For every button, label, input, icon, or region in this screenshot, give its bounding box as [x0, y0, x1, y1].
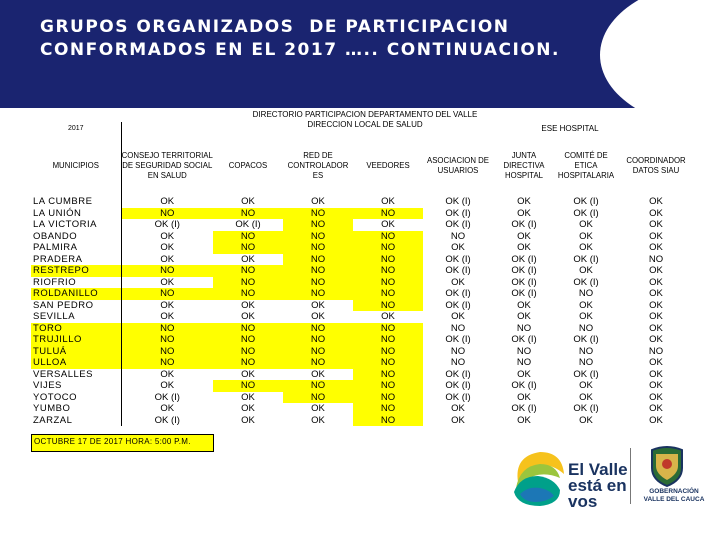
status-cell: NO [353, 334, 423, 346]
column-header: VEEDORES [366, 161, 410, 170]
status-cell: NO [353, 357, 423, 369]
status-cell: NO [353, 254, 423, 266]
status-cell: OK [241, 391, 255, 403]
status-cell: OK [241, 368, 255, 380]
status-cell: NO [353, 403, 423, 415]
municipio-cell: TORO [31, 323, 121, 335]
status-cell: OK [311, 311, 325, 322]
status-cell: OK (I) [511, 334, 537, 345]
status-cell: NO [450, 230, 466, 242]
status-cell: OK [649, 276, 663, 288]
status-cell: OK (I) [445, 288, 471, 299]
status-cell: NO [213, 208, 283, 220]
status-cell: OK [121, 300, 213, 312]
table-row [31, 208, 695, 220]
status-cell: OK [517, 242, 531, 253]
status-cell: OK (I) [573, 334, 599, 345]
table-row [31, 369, 695, 381]
status-cell: OK (I) [445, 196, 471, 207]
status-cell: OK [121, 369, 213, 381]
table-row [31, 288, 695, 300]
status-cell: OK (I) [121, 415, 213, 427]
status-cell: NO [516, 357, 532, 368]
status-cell: OK [517, 299, 531, 311]
status-cell: OK [121, 196, 213, 208]
status-cell: NO [353, 208, 423, 220]
status-cell: OK [649, 403, 663, 414]
year-label: 2017 [67, 125, 84, 132]
status-cell: OK [649, 334, 663, 345]
status-cell: OK [451, 311, 465, 322]
municipio-cell: VERSALLES [33, 368, 93, 380]
status-cell: NO [353, 288, 423, 300]
status-cell: NO [578, 345, 594, 357]
municipio-cell: LA VICTORIA [33, 219, 97, 230]
table-row [31, 392, 695, 404]
municipio-cell: YUMBO [33, 403, 71, 414]
status-cell: OK [517, 391, 531, 403]
status-cell: OK [579, 299, 593, 311]
municipio-cell: ZARZAL [33, 414, 73, 426]
municipio-cell: OBANDO [33, 230, 78, 242]
status-cell: OK (I) [445, 391, 471, 403]
status-cell: OK [311, 414, 325, 426]
status-cell: OK [579, 242, 593, 253]
status-cell: NO [353, 369, 423, 381]
table-row [31, 277, 695, 289]
status-cell: OK [517, 230, 531, 242]
status-cell: OK (I) [511, 403, 537, 414]
footer-timestamp: OCTUBRE 17 DE 2017 HORA: 5:00 P.M. [31, 434, 214, 452]
status-cell: OK [517, 196, 531, 207]
status-cell: NO [121, 288, 213, 300]
table-row [31, 346, 695, 358]
ese-hospital-heading: ESE HOSPITAL [541, 124, 599, 133]
status-cell: NO [283, 242, 353, 254]
column-headers [31, 136, 695, 196]
status-cell: OK [311, 299, 325, 311]
status-cell: OK [241, 253, 255, 265]
status-cell: OK (I) [445, 334, 471, 345]
status-cell: NO [283, 323, 353, 335]
status-cell: OK [451, 414, 465, 426]
status-cell: NO [450, 357, 466, 368]
status-cell: OK (I) [235, 219, 261, 230]
status-cell: NO [213, 231, 283, 243]
municipio-cell: TULUÁ [31, 346, 121, 358]
status-cell: OK [451, 276, 465, 288]
status-cell: OK (I) [573, 253, 599, 265]
status-cell: OK [241, 403, 255, 414]
status-cell: NO [213, 277, 283, 289]
table-row [31, 196, 695, 208]
status-cell: OK [451, 242, 465, 253]
status-cell: OK [579, 414, 593, 426]
status-cell: NO [283, 254, 353, 266]
status-cell: OK [649, 357, 663, 368]
logo-separator [630, 448, 631, 504]
status-cell: NO [353, 242, 423, 254]
column-header: COMITÉ DE ETICA HOSPITALARIA [557, 151, 615, 180]
el-valle-logo-icon [510, 444, 570, 510]
status-cell: NO [213, 334, 283, 346]
municipio-cell: LA UNIÓN [33, 207, 82, 219]
status-cell: NO [450, 345, 466, 357]
status-cell: OK (I) [511, 219, 537, 230]
status-cell: OK [649, 207, 663, 219]
status-cell: NO [353, 265, 423, 277]
status-cell: OK [649, 219, 663, 230]
table-row [31, 380, 695, 392]
status-cell: OK [579, 391, 593, 403]
status-cell: OK [649, 368, 663, 380]
status-cell: OK [241, 311, 255, 322]
status-cell: NO [516, 345, 532, 357]
column-header: JUNTA DIRECTIVA HOSPITAL [503, 151, 545, 180]
status-cell: OK [121, 277, 213, 289]
status-cell: OK [649, 196, 663, 207]
status-cell: OK [579, 219, 593, 230]
municipio-cell: YOTOCO [33, 391, 77, 403]
status-cell: OK [381, 311, 395, 322]
status-cell: OK (I) [445, 265, 471, 276]
table-row [31, 242, 695, 254]
status-cell: NO [283, 288, 353, 300]
municipio-cell: SEVILLA [33, 311, 76, 322]
status-cell: OK [311, 403, 325, 414]
status-cell: OK [649, 242, 663, 253]
status-cell: OK [517, 311, 531, 322]
table-row [31, 311, 695, 323]
table-body [31, 196, 695, 426]
status-cell: OK [649, 288, 663, 299]
status-cell: OK (I) [445, 380, 471, 391]
status-cell: OK [579, 380, 593, 391]
status-cell: NO [283, 357, 353, 369]
status-cell: NO [353, 300, 423, 312]
status-cell: OK (I) [573, 403, 599, 414]
status-cell: NO [450, 322, 466, 334]
municipio-cell: RIOFRIO [33, 276, 77, 288]
status-cell: NO [283, 392, 353, 404]
status-cell: OK [381, 219, 395, 230]
status-cell: OK (I) [573, 368, 599, 380]
status-cell: OK (I) [445, 299, 471, 311]
municipio-cell: ULLOA [31, 357, 121, 369]
status-cell: OK [241, 196, 255, 207]
status-cell: OK [649, 391, 663, 403]
status-cell: OK [241, 414, 255, 426]
status-cell: NO [121, 357, 213, 369]
municipio-cell: VIJES [33, 380, 62, 391]
status-cell: OK [311, 196, 325, 207]
status-cell: NO [213, 346, 283, 358]
table-row [31, 415, 695, 427]
status-cell: OK [649, 414, 663, 426]
status-cell: OK [121, 311, 213, 323]
status-cell: NO [121, 323, 213, 335]
municipio-cell: PALMIRA [33, 242, 78, 253]
table-row [31, 265, 695, 277]
status-cell: OK [121, 380, 213, 392]
status-cell: NO [353, 415, 423, 427]
municipio-cell: LA CUMBRE [33, 196, 93, 207]
column-header: ASOCIACION DE USUARIOS [427, 156, 489, 175]
participation-table [31, 122, 695, 426]
status-cell: OK [649, 299, 663, 311]
status-cell: NO [578, 322, 594, 334]
status-cell: NO [353, 323, 423, 335]
status-cell: OK [121, 231, 213, 243]
status-cell: OK (I) [573, 196, 599, 207]
status-cell: NO [121, 208, 213, 220]
table-row [31, 300, 695, 312]
column-header: CONSEJO TERRITORIAL DE SEGURIDAD SOCIAL EN SALUD [121, 136, 213, 196]
status-cell: OK (I) [445, 219, 471, 230]
status-cell: NO [213, 380, 283, 392]
page-title: GRUPOS ORGANIZADOS DE PARTICIPACION CONFORMADOS EN EL 2017 ….. CONTINUACION. [40, 17, 560, 60]
column-header: RED DE CONTROLADOR ES [287, 151, 349, 180]
municipio-cell: PRADERA [33, 253, 83, 265]
status-cell: OK [649, 322, 663, 334]
status-cell: NO [578, 288, 594, 299]
status-cell: NO [283, 346, 353, 358]
table-row [31, 323, 695, 335]
status-cell: OK [517, 368, 531, 380]
status-cell: OK (I) [511, 380, 537, 391]
status-cell: OK [121, 403, 213, 415]
status-cell: NO [648, 345, 664, 357]
gobernacion-seal-icon [646, 444, 688, 488]
status-cell: NO [213, 265, 283, 277]
table-row [31, 357, 695, 369]
status-cell: NO [283, 277, 353, 289]
municipio-cell: SAN PEDRO [33, 299, 94, 311]
table-row [31, 403, 695, 415]
status-cell: OK [381, 196, 395, 207]
status-cell: OK (I) [121, 392, 213, 404]
column-header: MUNICIPIOS [52, 161, 99, 170]
status-cell: OK (I) [573, 207, 599, 219]
status-cell: OK [451, 403, 465, 414]
status-cell: OK [649, 230, 663, 242]
status-cell: NO [283, 219, 353, 231]
status-cell: OK (I) [511, 276, 537, 288]
gobernacion-label: GOBERNACIÓN VALLE DEL CAUCA [643, 488, 705, 503]
municipio-cell: TRUJILLO [31, 334, 121, 346]
municipio-cell: ROLDANILLO [31, 288, 121, 300]
status-cell: OK [579, 311, 593, 322]
status-cell: OK (I) [121, 219, 213, 231]
status-cell: OK [311, 368, 325, 380]
column-header: COORDINADOR DATOS SIAU [626, 156, 686, 175]
status-cell: NO [121, 265, 213, 277]
status-cell: NO [648, 253, 664, 265]
status-cell: NO [578, 357, 594, 368]
status-cell: NO [353, 392, 423, 404]
status-cell: NO [213, 288, 283, 300]
status-cell: NO [283, 231, 353, 243]
status-cell: OK [517, 207, 531, 219]
status-cell: NO [353, 277, 423, 289]
table-row [31, 254, 695, 266]
status-cell: OK [121, 242, 213, 254]
status-cell: OK [649, 265, 663, 276]
banner-curve [600, 0, 720, 130]
status-cell: NO [516, 322, 532, 334]
status-cell: NO [353, 346, 423, 358]
el-valle-logo-text: El Valle está en vos [568, 460, 628, 511]
status-cell: OK (I) [445, 253, 471, 265]
status-cell: OK [241, 299, 255, 311]
status-cell: OK [579, 230, 593, 242]
status-cell: OK [517, 414, 531, 426]
status-cell: NO [121, 346, 213, 358]
status-cell: NO [353, 380, 423, 392]
status-cell: OK (I) [445, 207, 471, 219]
status-cell: OK (I) [445, 368, 471, 380]
status-cell: OK (I) [511, 253, 537, 265]
status-cell: NO [213, 242, 283, 254]
status-cell: OK (I) [573, 276, 599, 288]
status-cell: NO [353, 231, 423, 243]
status-cell: NO [283, 334, 353, 346]
directorio-heading: DIRECTORIO PARTICIPACION DEPARTAMENTO DEL VALLE DIRECCION LOCAL DE SALUD [252, 110, 478, 129]
status-cell: OK [649, 380, 663, 391]
table-row [31, 231, 695, 243]
column-header: COPACOS [228, 161, 268, 170]
status-cell: OK [121, 254, 213, 266]
status-cell: NO [283, 380, 353, 392]
municipio-cell: RESTREPO [31, 265, 121, 277]
status-cell: NO [121, 334, 213, 346]
table-row [31, 219, 695, 231]
status-cell: OK (I) [511, 288, 537, 299]
status-cell: NO [213, 323, 283, 335]
status-cell: OK (I) [511, 265, 537, 276]
table-row [31, 334, 695, 346]
status-cell: NO [213, 357, 283, 369]
status-cell: NO [283, 265, 353, 277]
status-cell: OK [649, 311, 663, 322]
status-cell: NO [283, 208, 353, 220]
status-cell: OK [579, 265, 593, 276]
